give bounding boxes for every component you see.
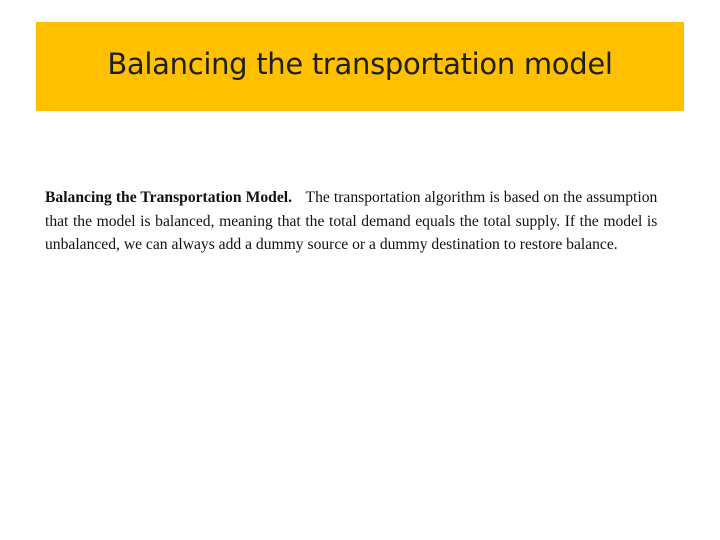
excerpt-heading: Balancing the Transportation Model. bbox=[45, 189, 292, 206]
excerpt-body: The transportation algorithm is based on the assumption that the model is balanced, meaning that the total demand equals the total supply. If the model is unbalanced, we can always add a dummy source or a dummy destination to restore balance. bbox=[45, 189, 658, 253]
slide-title: Balancing the transportation model bbox=[107, 46, 613, 81]
textbook-excerpt bbox=[45, 186, 657, 257]
title-banner bbox=[36, 22, 684, 111]
